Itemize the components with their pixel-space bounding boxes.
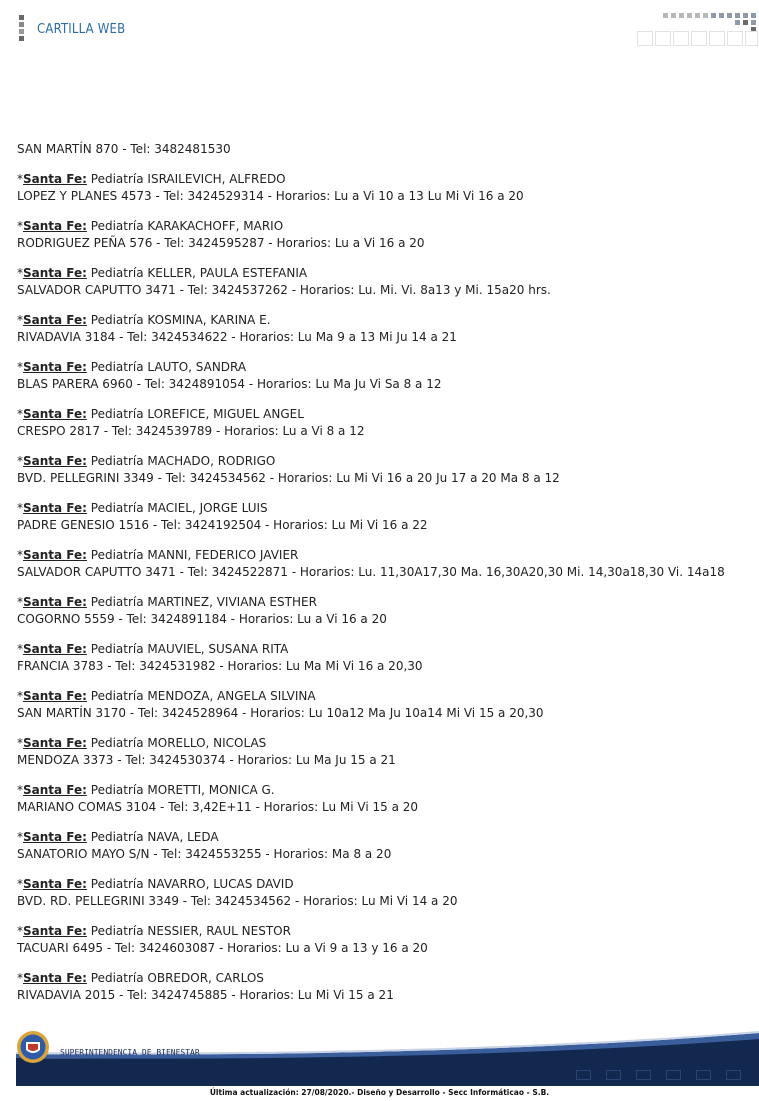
- list-item: [17, 500, 747, 534]
- location-label: Santa Fe:: [23, 783, 87, 797]
- provider-detail: SANATORIO MAYO S/N - Tel: 3424553255 - Horarios: Ma 8 a 20: [17, 847, 392, 861]
- provider-name-line: *Santa Fe: Pediatría MAUVIEL, SUSANA RITA: [17, 642, 289, 656]
- provider-name-line: *Santa Fe: Pediatría NESSIER, RAUL NESTOR: [17, 924, 291, 938]
- provider-name: Pediatría MAUVIEL, SUSANA RITA: [90, 642, 289, 656]
- provider-name-line: *Santa Fe: Pediatría NAVA, LEDA: [17, 830, 219, 844]
- provider-name-line: *Santa Fe: Pediatría KELLER, PAULA ESTEFANIA: [17, 266, 308, 280]
- provider-name-line: *Santa Fe: Pediatría MENDOZA, ANGELA SILVINA: [17, 689, 316, 703]
- provider-name: Pediatría MANNI, FEDERICO JAVIER: [90, 548, 299, 562]
- list-item: [17, 594, 747, 628]
- provider-name-line: *Santa Fe: Pediatría KOSMINA, KARINA E.: [17, 313, 271, 327]
- provider-name: Pediatría NAVARRO, LUCAS DAVID: [90, 877, 294, 891]
- provider-detail: COGORNO 5559 - Tel: 3424891184 - Horarios: Lu a Vi 16 a 20: [17, 612, 387, 626]
- provider-detail: PADRE GENESIO 1516 - Tel: 3424192504 - Horarios: Lu Mi Vi 16 a 22: [17, 518, 428, 532]
- header-bars-icon: [19, 15, 24, 46]
- provider-name-line: *Santa Fe: Pediatría LOREFICE, MIGUEL ANGEL: [17, 407, 304, 421]
- provider-detail: CRESPO 2817 - Tel: 3424539789 - Horarios: Lu a Vi 8 a 12: [17, 424, 365, 438]
- provider-name: Pediatría ISRAILEVICH, ALFREDO: [90, 172, 286, 186]
- provider-detail: SALVADOR CAPUTTO 3471 - Tel: 3424522871 - Horarios: Lu. 11,30A17,30 Ma. 16,30A20,30 Mi. 14,30a18,30 Vi. 14a18: [17, 565, 725, 579]
- provider-detail: TACUARI 6495 - Tel: 3424603087 - Horarios: Lu a Vi 9 a 13 y 16 a 20: [17, 941, 428, 955]
- list-item: [17, 265, 747, 299]
- provider-detail: RIVADAVIA 3184 - Tel: 3424534622 - Horarios: Lu Ma 9 a 13 Mi Ju 14 a 21: [17, 330, 457, 344]
- provider-name-line: *Santa Fe: Pediatría KARAKACHOFF, MARIO: [17, 219, 284, 233]
- list-item: [17, 312, 747, 346]
- provider-name-line: *Santa Fe: Pediatría OBREDOR, CARLOS: [17, 971, 264, 985]
- provider-name: Pediatría LAUTO, SANDRA: [90, 360, 247, 374]
- provider-name: Pediatría MACIEL, JORGE LUIS: [90, 501, 268, 515]
- provider-name-line: *Santa Fe: Pediatría MACHADO, RODRIGO: [17, 454, 276, 468]
- location-label: Santa Fe:: [23, 501, 87, 515]
- location-label: Santa Fe:: [23, 172, 87, 186]
- list-item: [17, 359, 747, 393]
- list-item: [17, 171, 747, 205]
- provider-name-line: *Santa Fe: Pediatría LAUTO, SANDRA: [17, 360, 247, 374]
- list-item: [17, 406, 747, 440]
- provider-name: Pediatría NAVA, LEDA: [90, 830, 219, 844]
- provider-name: Pediatría MORETTI, MONICA G.: [90, 783, 275, 797]
- location-label: Santa Fe:: [23, 266, 87, 280]
- list-item: [17, 923, 747, 957]
- provider-detail: RIVADAVIA 2015 - Tel: 3424745885 - Horarios: Lu Mi Vi 15 a 21: [17, 988, 394, 1002]
- provider-name-line: *Santa Fe: Pediatría MORELLO, NICOLAS: [17, 736, 267, 750]
- provider-name: Pediatría LOREFICE, MIGUEL ANGEL: [90, 407, 304, 421]
- provider-name-line: *Santa Fe: Pediatría MORETTI, MONICA G.: [17, 783, 275, 797]
- list-item: [17, 876, 747, 910]
- provider-detail: SAN MARTÍN 3170 - Tel: 3424528964 - Horarios: Lu 10a12 Ma Ju 10a14 Mi Vi 15 a 20,30: [17, 706, 544, 720]
- list-item: [17, 970, 747, 1004]
- provider-name: Pediatría MENDOZA, ANGELA SILVINA: [90, 689, 316, 703]
- location-label: Santa Fe:: [23, 548, 87, 562]
- list-item: [17, 218, 747, 252]
- provider-detail: MARIANO COMAS 3104 - Tel: 3,42E+11 - Horarios: Lu Mi Vi 15 a 20: [17, 800, 419, 814]
- location-label: Santa Fe:: [23, 313, 87, 327]
- entries-container: [17, 171, 747, 1004]
- provider-name: Pediatría KOSMINA, KARINA E.: [90, 313, 271, 327]
- location-label: Santa Fe:: [23, 924, 87, 938]
- location-label: Santa Fe:: [23, 830, 87, 844]
- list-item: [17, 735, 747, 769]
- location-label: Santa Fe:: [23, 219, 87, 233]
- provider-name-line: *Santa Fe: Pediatría NAVARRO, LUCAS DAVID: [17, 877, 294, 891]
- provider-detail: BVD. PELLEGRINI 3349 - Tel: 3424534562 - Horarios: Lu Mi Vi 16 a 20 Ju 17 a 20 Ma 8 a 12: [17, 471, 560, 485]
- location-label: Santa Fe:: [23, 877, 87, 891]
- provider-name-line: *Santa Fe: Pediatría MANNI, FEDERICO JAVIER: [17, 548, 299, 562]
- last-updated-text: Última actualización: 27/08/2020.- Diseño y Desarrollo - Secc Informáticao - S.B.: [209, 1088, 550, 1097]
- location-label: Santa Fe:: [23, 407, 87, 421]
- footer-wave-banner: [16, 1030, 759, 1088]
- page-title: CARTILLA WEB: [37, 22, 126, 37]
- provider-detail: MENDOZA 3373 - Tel: 3424530374 - Horarios: Lu Ma Ju 15 a 21: [17, 753, 396, 767]
- provider-name: Pediatría MARTINEZ, VIVIANA ESTHER: [90, 595, 317, 609]
- list-item: [17, 453, 747, 487]
- provider-detail: SALVADOR CAPUTTO 3471 - Tel: 3424537262 - Horarios: Lu. Mi. Vi. 8a13 y Mi. 15a20 hrs.: [17, 283, 551, 297]
- organization-label: SUPERINTENDENCIA DE BIENESTAR: [60, 1048, 200, 1057]
- location-label: Santa Fe:: [23, 689, 87, 703]
- provider-name-line: *Santa Fe: Pediatría ISRAILEVICH, ALFREDO: [17, 172, 286, 186]
- location-label: Santa Fe:: [23, 595, 87, 609]
- list-item: [17, 782, 747, 816]
- location-label: Santa Fe:: [23, 642, 87, 656]
- provider-name-line: *Santa Fe: Pediatría MACIEL, JORGE LUIS: [17, 501, 268, 515]
- provider-name: Pediatría MORELLO, NICOLAS: [90, 736, 267, 750]
- location-label: Santa Fe:: [23, 360, 87, 374]
- provider-list: [17, 141, 747, 1017]
- list-item: [17, 829, 747, 863]
- location-label: Santa Fe:: [23, 736, 87, 750]
- provider-detail: LOPEZ Y PLANES 4573 - Tel: 3424529314 - Horarios: Lu a Vi 10 a 13 Lu Mi Vi 16 a 20: [17, 189, 524, 203]
- provider-name: Pediatría MACHADO, RODRIGO: [90, 454, 276, 468]
- superintendencia-seal-icon: [16, 1030, 50, 1064]
- list-item: [17, 547, 747, 581]
- provider-name: Pediatría KARAKACHOFF, MARIO: [90, 219, 284, 233]
- provider-name: Pediatría KELLER, PAULA ESTEFANIA: [90, 266, 308, 280]
- location-label: Santa Fe:: [23, 971, 87, 985]
- page-header: [0, 0, 759, 60]
- provider-detail: BLAS PARERA 6960 - Tel: 3424891054 - Horarios: Lu Ma Ju Vi Sa 8 a 12: [17, 377, 442, 391]
- provider-name-line: *Santa Fe: Pediatría MARTINEZ, VIVIANA ESTHER: [17, 595, 317, 609]
- header-pixel-decoration-icon: [635, 11, 759, 47]
- location-label: Santa Fe:: [23, 454, 87, 468]
- provider-detail: RODRIGUEZ PEÑA 576 - Tel: 3424595287 - Horarios: Lu a Vi 16 a 20: [17, 236, 425, 250]
- provider-name: Pediatría NESSIER, RAUL NESTOR: [90, 924, 291, 938]
- list-item: [17, 688, 747, 722]
- provider-detail: FRANCIA 3783 - Tel: 3424531982 - Horarios: Lu Ma Mi Vi 16 a 20,30: [17, 659, 423, 673]
- provider-name: Pediatría OBREDOR, CARLOS: [90, 971, 264, 985]
- list-item: [17, 641, 747, 675]
- provider-detail: BVD. RD. PELLEGRINI 3349 - Tel: 3424534562 - Horarios: Lu Mi Vi 14 a 20: [17, 894, 458, 908]
- list-item-continued: SAN MARTÍN 870 - Tel: 3482481530: [17, 142, 231, 156]
